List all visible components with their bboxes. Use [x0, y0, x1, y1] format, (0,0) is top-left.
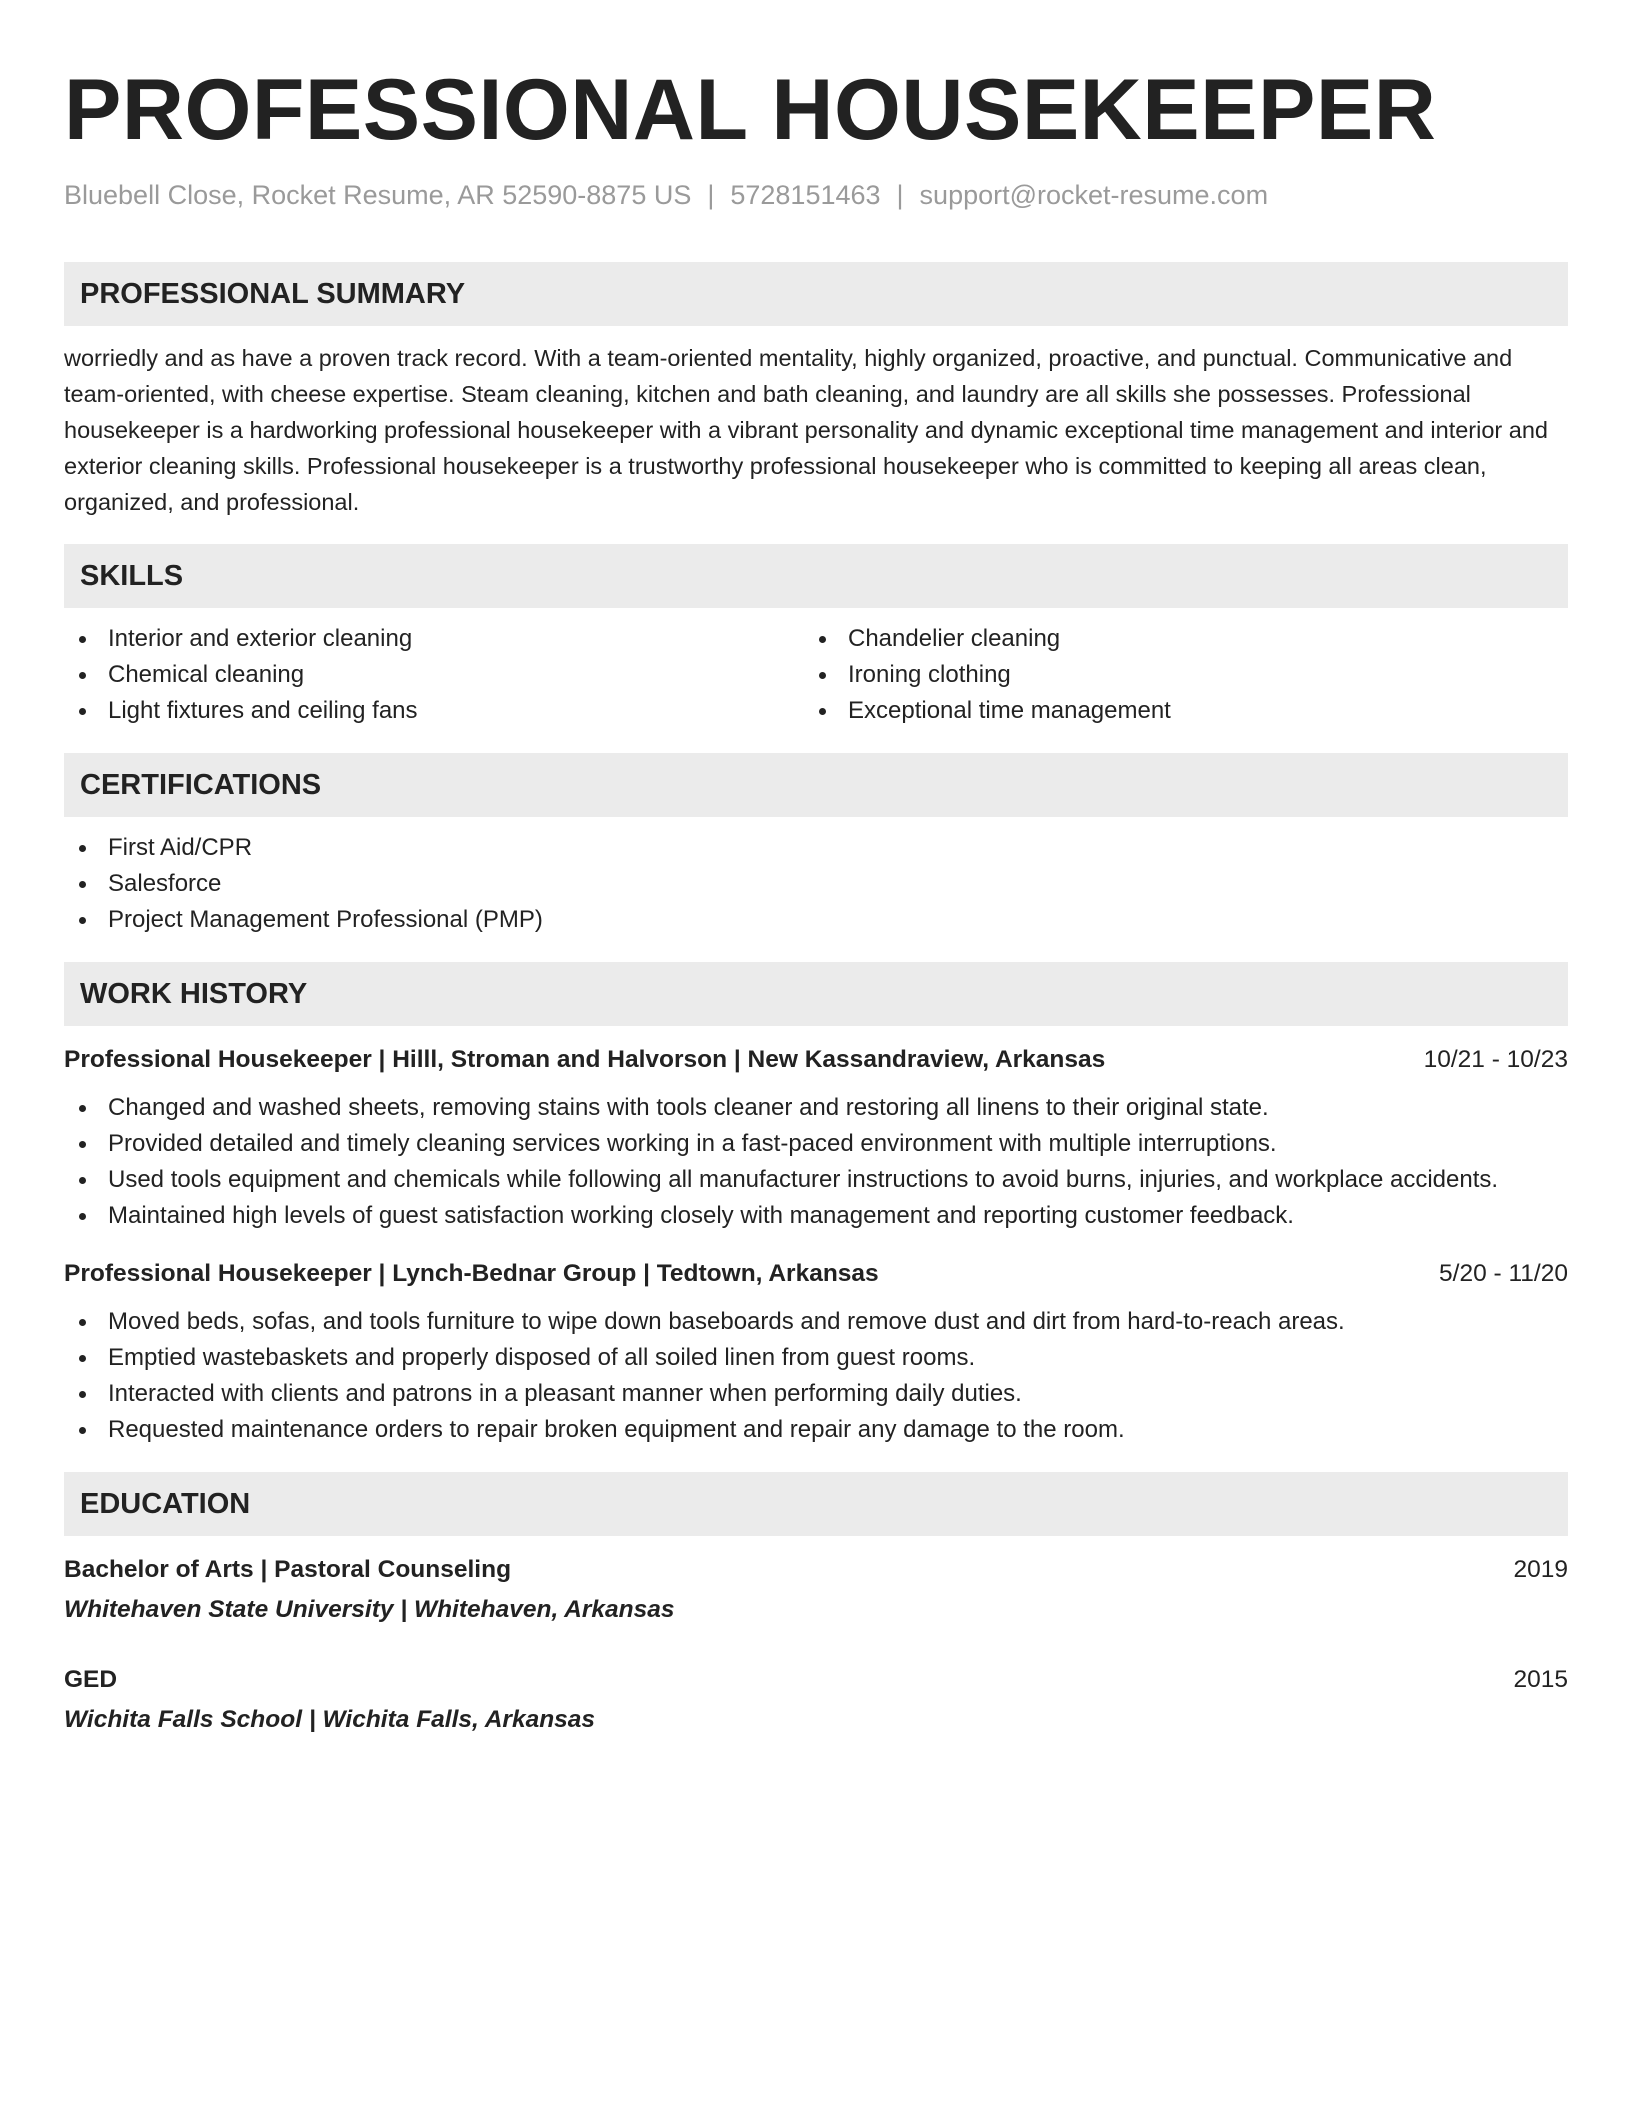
job-bullet: Requested maintenance orders to repair broken equipment and repair any damage to the room. — [64, 1412, 1568, 1448]
certification-item: Project Management Professional (PMP) — [64, 902, 1568, 938]
education-heading-row — [64, 1554, 1568, 1586]
certification-item: First Aid/CPR — [64, 830, 1568, 866]
skills-section — [64, 544, 1568, 729]
job-heading-row — [64, 1258, 1568, 1290]
certifications-section — [64, 753, 1568, 938]
contact-separator: | — [896, 180, 904, 210]
job-bullet: Maintained high levels of guest satisfaction working closely with management and reporting customer feedback. — [64, 1198, 1568, 1234]
education-year: 2019 — [1513, 1556, 1568, 1583]
contact-line — [64, 178, 1568, 212]
job-dates: 10/21 - 10/23 — [1423, 1046, 1568, 1073]
contact-address: Bluebell Close, Rocket Resume, AR 52590-8875 US — [64, 180, 692, 210]
skill-item: Chemical cleaning — [64, 657, 804, 693]
job-heading: Professional Housekeeper | Hilll, Stroman and Halvorson | New Kassandraview, Arkansas — [64, 1046, 1106, 1073]
education-entry — [64, 1664, 1568, 1736]
skills-list-right — [804, 621, 1544, 729]
contact-separator: | — [707, 180, 715, 210]
contact-phone: 5728151463 — [730, 180, 881, 210]
skill-item: Interior and exterior cleaning — [64, 621, 804, 657]
job-bullet: Emptied wastebaskets and properly disposed of all soiled linen from guest rooms. — [64, 1340, 1568, 1376]
skills-grid — [64, 621, 1568, 729]
job-heading: Professional Housekeeper | Lynch-Bednar Group | Tedtown, Arkansas — [64, 1260, 879, 1287]
section-header-summary: PROFESSIONAL SUMMARY — [64, 262, 1568, 326]
job-bullet: Provided detailed and timely cleaning services working in a fast-paced environment with multiple interruptions. — [64, 1126, 1568, 1162]
job-heading-row — [64, 1044, 1568, 1076]
certification-item: Salesforce — [64, 866, 1568, 902]
skill-item: Chandelier cleaning — [804, 621, 1544, 657]
certifications-list — [64, 830, 1568, 938]
education-year: 2015 — [1513, 1666, 1568, 1693]
job-bullets — [64, 1304, 1568, 1448]
section-header-work-history: WORK HISTORY — [64, 962, 1568, 1026]
education-heading-row — [64, 1664, 1568, 1696]
contact-email[interactable]: support@rocket-resume.com — [919, 180, 1269, 210]
job-bullet: Moved beds, sofas, and tools furniture to wipe down baseboards and remove dust and dirt from hard-to-reach areas. — [64, 1304, 1568, 1340]
education-school: Wichita Falls School | Wichita Falls, Arkansas — [64, 1706, 596, 1733]
job-bullets — [64, 1090, 1568, 1234]
skill-item: Ironing clothing — [804, 657, 1544, 693]
job-entry — [64, 1044, 1568, 1234]
education-degree: Bachelor of Arts | Pastoral Counseling — [64, 1556, 512, 1583]
education-degree: GED — [64, 1666, 118, 1693]
skills-list-left — [64, 621, 804, 729]
education-section — [64, 1472, 1568, 1736]
section-header-education: EDUCATION — [64, 1472, 1568, 1536]
job-bullet: Changed and washed sheets, removing stains with tools cleaner and restoring all linens to their original state. — [64, 1090, 1568, 1126]
job-bullet: Interacted with clients and patrons in a pleasant manner when performing daily duties. — [64, 1376, 1568, 1412]
candidate-name: PROFESSIONAL HOUSEKEEPER — [64, 62, 1437, 158]
skill-item: Light fixtures and ceiling fans — [64, 693, 804, 729]
job-entry — [64, 1258, 1568, 1448]
summary-text: worriedly and as have a proven track record. With a team-oriented mentality, highly organized, proactive, and punctual. Communicative and team-oriented, with cheese expertise. Steam cleaning, kitchen and bath cleaning, and laundry are all skills she possesses. Professional housekeeper is a hardworking professional housekeeper with a vibrant personality and dynamic exceptional time management and interior and exterior cleaning skills. Professional housekeeper is a trustworthy professional housekeeper who is committed to keeping all areas clean, organized, and professional. — [64, 345, 1548, 515]
job-bullet: Used tools equipment and chemicals while following all manufacturer instructions to avoid burns, injuries, and workplace accidents. — [64, 1162, 1568, 1198]
skill-item: Exceptional time management — [804, 693, 1544, 729]
summary-section — [64, 262, 1568, 520]
education-entry — [64, 1554, 1568, 1626]
education-school: Whitehaven State University | Whitehaven, Arkansas — [64, 1596, 675, 1623]
work-history-section — [64, 962, 1568, 1448]
section-header-certifications: CERTIFICATIONS — [64, 753, 1568, 817]
job-dates: 5/20 - 11/20 — [1439, 1260, 1568, 1287]
section-header-skills: SKILLS — [64, 544, 1568, 608]
